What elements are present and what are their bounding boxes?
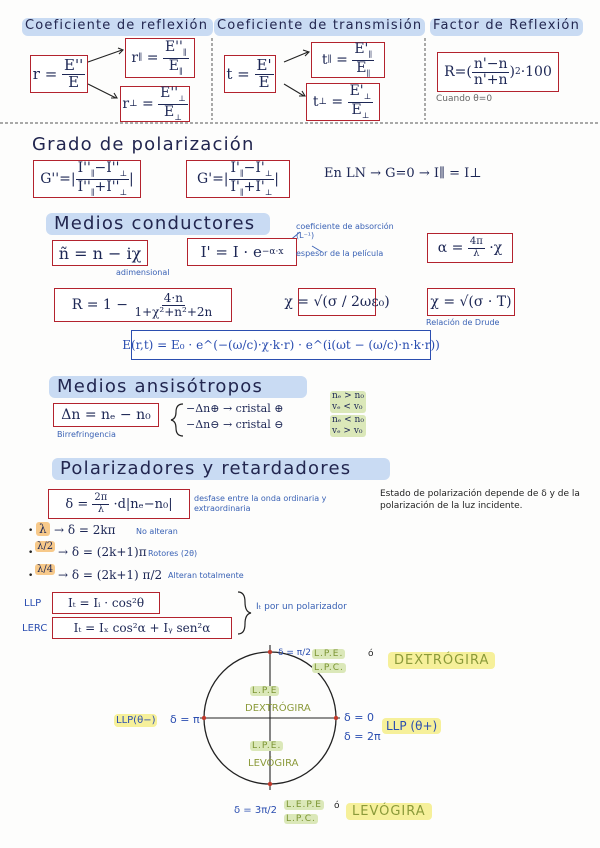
bottom-lepe: L.E.P.E <box>286 800 322 810</box>
top-lpc: L.P.C. <box>314 663 344 673</box>
delta-formula: δ = $\frac{2\pi}{\lambda}$ ·d|nₑ−n₀| <box>48 489 190 519</box>
lambda-half-note: Rotores (2θ) <box>148 549 198 558</box>
G-double-prime-formula: G''=| $\frac{I''_\parallel-I''_\perp}{I''_\parallel+I''_\perp}$ | <box>33 160 141 198</box>
right-delta-0: δ = 0 <box>344 711 374 724</box>
desfase-note: desfase entre la onda ordinaria y extraordinaria <box>194 494 327 513</box>
top-delta: δ = π/2 <box>278 648 311 658</box>
absorption-note: coeficiente de absorción (L⁻¹) <box>296 222 394 240</box>
cuando-note: Cuando θ=0 <box>436 94 493 104</box>
lambda-quarter-note: Alteran totalmente <box>168 571 244 580</box>
R-conductor-formula: R = 1 − $\frac{4\cdot n}{\text{1+χ²+n²+2n}}$ <box>54 288 232 322</box>
conductors-title: Medios conductores <box>46 213 270 235</box>
anisotropic-title: Medios ansisótropos <box>49 376 307 398</box>
bullet-3: • <box>28 571 34 581</box>
chi-formula-2: χ = √(σ · T) <box>427 288 515 316</box>
inner-dextrogira: DEXTRÓGIRA <box>245 703 311 714</box>
llp-formula: Iₜ = Iᵢ · cos²θ <box>52 592 160 614</box>
positive-conditions: nₑ > n₀ vₑ < v₀ <box>332 391 364 412</box>
alpha-formula: α = $\frac{4\pi}{\lambda}$ ·χ <box>427 233 513 263</box>
bullet-2: • <box>28 548 34 558</box>
espesor-note: espesor de la película <box>296 249 384 258</box>
r-parallel-formula: r ∥ = $\frac{E''_\parallel}{E_\parallel}$ <box>125 38 195 78</box>
chi-formula-1: χ = √(σ / 2ωε₀) <box>298 288 376 316</box>
drude-note: Relación de Drude <box>426 318 500 327</box>
crystal-positive: −Δn⊕ → cristal ⊕ <box>186 402 284 415</box>
left-delta: δ = π <box>170 713 200 726</box>
complex-index-formula: ñ = n − iχ <box>52 240 148 266</box>
lambda-half-eq: → δ = (2k+1)π <box>58 545 147 559</box>
llp-plus: LLP (θ+) <box>382 718 441 734</box>
lerc-formula: Iₜ = Iₓ cos²α + Iᵧ sen²α <box>52 617 232 639</box>
delta-n-formula: Δn = nₑ − n₀ <box>53 403 159 427</box>
top-lpe: L.P.E. <box>314 649 344 659</box>
t-perp-formula: t ⊥ = $\frac{E'_\perp}{E_\perp}$ <box>306 83 380 121</box>
negative-conditions: nₑ < n₀ vₑ > v₀ <box>332 415 364 436</box>
adimensional-note: adimensional <box>116 268 170 277</box>
bullet-1: • <box>28 526 34 536</box>
lambda-eq: → δ = 2kπ <box>54 523 116 537</box>
crystal-negative: −Δn⊖ → cristal ⊖ <box>186 418 284 431</box>
llp-minus: LLP(θ−) <box>116 715 156 726</box>
dextrogira-label: DEXTRÓGIRA <box>388 652 495 669</box>
wave-formula: E(r,t) = E₀ · e^(−(ω/c)·χ·k·r) · e^(i(ωt − (ω/c)·n·k·r)) <box>131 330 431 360</box>
right-delta-2pi: δ = 2π <box>344 730 381 743</box>
bottom-lpc: L.P.C. <box>286 814 316 824</box>
llp-label: LLP <box>24 598 42 609</box>
t-parallel-formula: t ∥ = $\frac{E'_\parallel}{E_\parallel}$ <box>311 42 385 78</box>
inner-lpe-top: L.P.E <box>252 686 278 696</box>
t-formula: t = $\frac{E'}{E}$ <box>224 55 276 93</box>
reflection-title: Coeficiente de reflexión <box>22 18 213 36</box>
birrefringencia-note: Birrefringencia <box>57 430 116 439</box>
top-or: ó <box>368 649 374 659</box>
r-formula: r = $\frac{E''}{E}$ <box>30 55 88 93</box>
lambda-quarter-eq: → δ = (2k+1) π/2 <box>58 568 163 582</box>
transmission-title: Coeficiente de transmisión <box>214 18 425 36</box>
it-note: Iₜ por un polarizador <box>256 602 347 612</box>
r-perp-formula: r ⊥ = $\frac{E''_\perp}{E_\perp}$ <box>120 86 190 122</box>
polarizers-title: Polarizadores y retardadores <box>52 458 390 480</box>
lambda-note: No alteran <box>136 527 178 536</box>
lambda-half-label: λ/2 <box>37 541 54 552</box>
G-prime-formula: G'=| $\frac{I'_\parallel-I'_\perp}{I'_\parallel+I'_\perp}$ | <box>186 160 290 198</box>
lambda-label: λ <box>36 522 50 536</box>
factor-title: Factor de Reflexión <box>430 18 583 36</box>
lambda-quarter-label: λ/4 <box>37 564 54 575</box>
inner-levogira: LEVÓGIRA <box>248 758 299 769</box>
bottom-or: ó <box>334 801 340 811</box>
LN-relation: En LN → G=0 → I∥ = I⊥ <box>324 166 482 181</box>
bottom-delta: δ = 3π/2 <box>234 805 277 816</box>
inner-lpe-bottom: L.P.E. <box>252 741 282 751</box>
intensity-formula: I' = I · e −α·x <box>187 238 297 266</box>
lerc-label: LERC <box>22 623 48 634</box>
estado-note: Estado de polarización depende de δ y de la polarización de la luz incidente. <box>380 489 580 511</box>
polarization-title: Grado de polarización <box>32 134 255 155</box>
R-factor-formula: R=( $\frac{n'-n}{n'+n}$ ) 2 ·100 <box>437 52 559 92</box>
levogira-label: LEVÓGIRA <box>346 803 432 820</box>
